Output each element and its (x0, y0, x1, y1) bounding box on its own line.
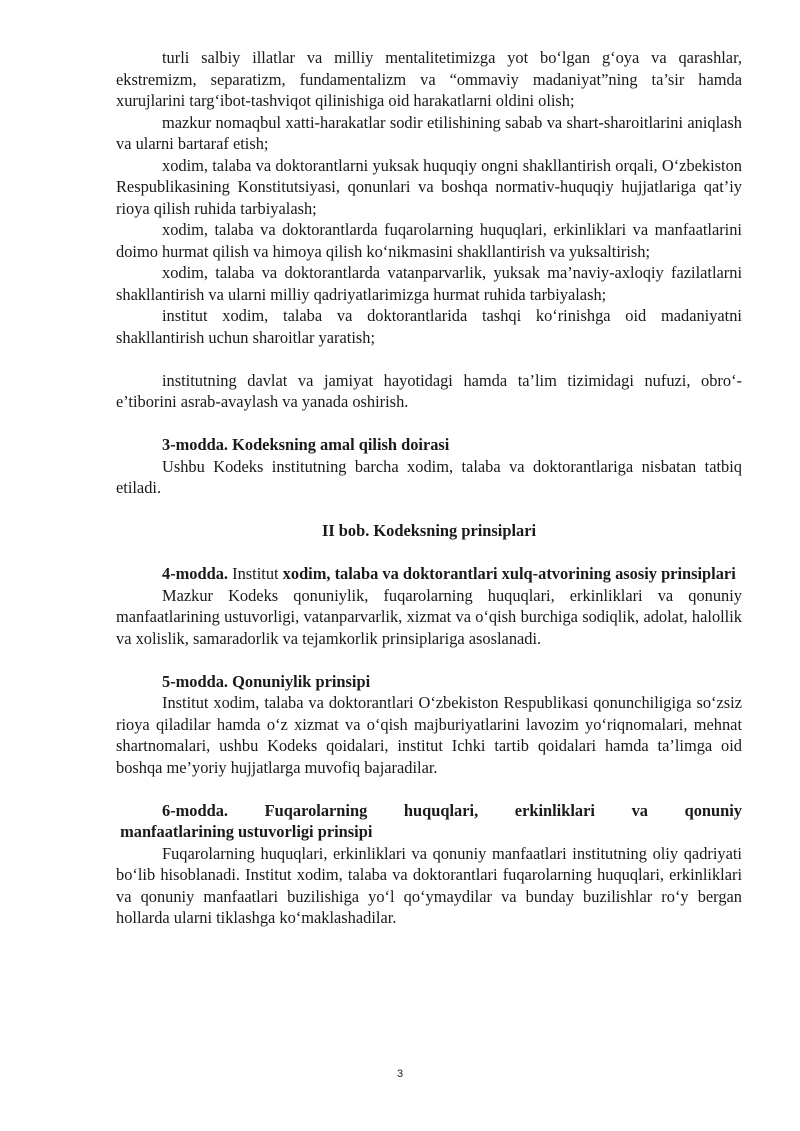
article-3-heading: 3-modda. Kodeksning amal qilish doirasi (162, 435, 450, 454)
paragraph: institut xodim, talaba va doktorantlarida tashqi ko‘rinishga oid madaniyatni shakllantirish uchun sharoitlar yaratish; (116, 306, 742, 347)
paragraph: xodim, talaba va doktorantlarni yuksak huquqiy ongni shakllantirish orqali, O‘zbekiston Respublikasining Konstitutsiyasi, qonunlari va boshqa normativ-huquqiy hujjatlariga qat’iy rioya qilish ruhida tarbiyalash; (116, 155, 742, 218)
paragraph: xodim, talaba va doktorantlarda vatanparvarlik, yuksak ma’naviy-axloqiy fazilatlarni shakllantirish va ularni milliy qadriyatlarimizga hurmat ruhida tarbiyalash; (116, 263, 742, 304)
document-page (116, 47, 742, 929)
article-4-heading-plain: Institut (228, 564, 283, 583)
article-3-text: Ushbu Kodeks institutning barcha xodim, talaba va doktorantlariga nisbatan tatbiq etiladi. (116, 456, 742, 497)
article-5-text: Institut xodim, talaba va doktorantlari O‘zbekiston Respublikasi qonunchiligiga so‘zsiz rioya qiladilar hamda o‘z xizmat va o‘qish majburiyatlarini lavozim yo‘riqnomalari, mehnat shartnomalari, ushbu Kodeks qoidalari, institut Ichki tartib qoidalari hamda ta’limga oid boshqa me’yoriy hujjatlarga muvofiq bajaradilar. (116, 693, 742, 777)
paragraph: institutning davlat va jamiyat hayotidagi hamda ta’lim tizimidagi nufuzi, obro‘-e’tiborini asrab-avaylash va yanada oshirish. (116, 370, 742, 411)
article-6-heading-cont (116, 821, 742, 843)
paragraph: xodim, talaba va doktorantlarda fuqarolarning huquqlari, erkinliklari va manfaatlarini doimo hurmat qilish va himoya qilish ko‘nikmasini shakllantirish va yuksaltirish; (116, 220, 742, 261)
article-4-number: 4-modda. (162, 564, 229, 583)
article-6-text: Fuqarolarning huquqlari, erkinliklari va qonuniy manfaatlari institutning oliy qadriyati bo‘lib hisoblanadi. Institut xodim, talaba va doktorantlari fuqarolarning huquqlari, erkinliklari va qonuniy manfaatlari buzilishiga yo‘l qo‘ymaydilar va bunday buzilishlar ro‘y bergan hollarda ularni tiklashga ko‘maklashadilar. (116, 843, 742, 927)
chapter-2-heading: II bob. Kodeksning prinsiplari (321, 521, 537, 540)
page-number: 3 (396, 1068, 404, 1080)
article-4-text: Mazkur Kodeks qonuniylik, fuqarolarning huquqlari, erkinliklari va qonuniy manfaatlarining ustuvorligi, vatanparvarlik, xizmat va o‘qish burchiga sodiqlik, adolat, halollik va xolislik, samaradorlik va tejamkorlik prinsiplariga asoslanadi. (116, 585, 742, 648)
article-4-heading (116, 563, 742, 585)
paragraph: turli salbiy illatlar va milliy mentalitetimizga yot bo‘lgan g‘oya va qarashlar, ekstremizm, separatizm, fundamentalizm va “ommaviy madaniyat”ning ta’sir hamda xurujlarini targ‘ibot-tashviqot qilinishiga oid harakatlarni oldini olish; (116, 48, 742, 110)
paragraph: mazkur nomaqbul xatti-harakatlar sodir etilishining sabab va shart-sharoitlarini aniqlash va ularni bartaraf etish; (116, 112, 742, 153)
article-6-heading (116, 800, 742, 822)
article-6-heading-line1: 6-modda. Fuqarolarning huquqlari, erkinliklari va qonuniy (162, 800, 742, 820)
article-4-heading-title: xodim, talaba va doktorantlari xulq-atvorining asosiy prinsiplari (282, 564, 736, 583)
article-5-heading: 5-modda. Qonuniylik prinsipi (162, 671, 371, 691)
article-6-heading-line2: manfaatlarining ustuvorligi prinsipi (116, 822, 373, 841)
